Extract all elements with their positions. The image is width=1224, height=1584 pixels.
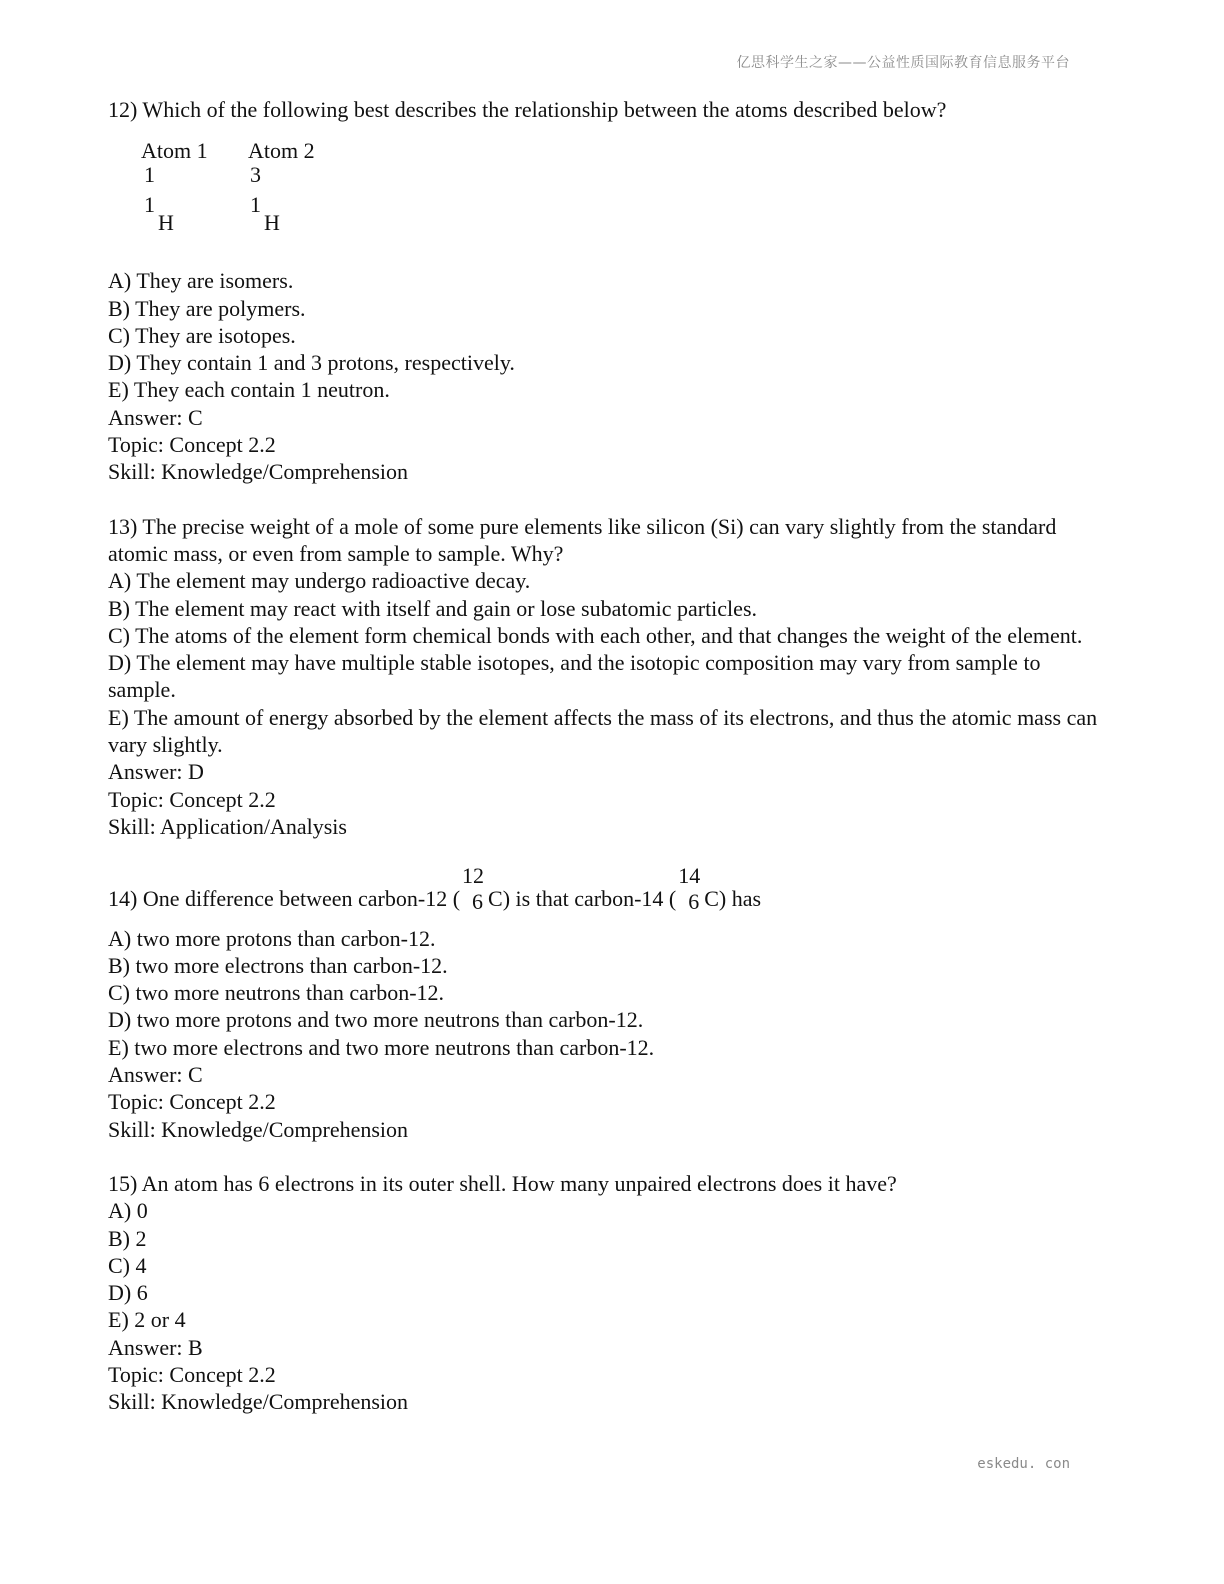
option-b: B) two more electrons than carbon-12.: [108, 952, 448, 978]
atom1-label: Atom 1: [141, 138, 208, 164]
topic: Topic: Concept 2.2: [108, 1361, 276, 1387]
topic: Topic: Concept 2.2: [108, 432, 276, 458]
option-a: A) The element may undergo radioactive decay.: [108, 568, 531, 594]
question-14: [108, 863, 1108, 1143]
question-13: [108, 513, 1108, 841]
option-d: D) 6: [108, 1280, 148, 1306]
document-body: [108, 96, 1108, 1416]
option-a: A) They are isomers.: [108, 268, 294, 294]
question-middle: ) is that carbon-14 (: [502, 886, 677, 912]
question-text: 13) The precise weight of a mole of some pure elements like silicon (Si) can vary slightly from the standard atomic mass, or even from sample to sample. Why?: [108, 513, 1057, 566]
option-c: C) two more neutrons than carbon-12.: [108, 980, 445, 1006]
answer: Answer: C: [108, 1062, 203, 1088]
carbon-14-notation: [676, 863, 704, 915]
option-e: E) two more electrons and two more neutrons than carbon-12.: [108, 1034, 655, 1060]
atom-table: [108, 137, 1108, 267]
atom2-symbol: H: [264, 210, 280, 236]
skill: Skill: Knowledge/Comprehension: [108, 459, 409, 485]
topic: Topic: Concept 2.2: [108, 786, 276, 812]
option-b: B) The element may react with itself and gain or lose subatomic particles.: [108, 595, 757, 621]
page-header: 亿思科学生之家——公益性质国际教育信息服务平台: [736, 55, 1070, 71]
option-c: C) They are isotopes.: [108, 322, 296, 348]
skill: Skill: Application/Analysis: [108, 813, 347, 839]
carbon-14-mass: 14: [678, 863, 701, 889]
skill: Skill: Knowledge/Comprehension: [108, 1389, 409, 1415]
question-15: [108, 1170, 1108, 1416]
question-text: [108, 863, 1108, 915]
options-list: [108, 925, 1108, 1061]
option-e: E) They each contain 1 neutron.: [108, 377, 390, 403]
answer: Answer: B: [108, 1334, 203, 1360]
question-text: 12) Which of the following best describes the relationship between the atoms described below?: [108, 97, 947, 122]
options-list: [108, 1197, 1108, 1333]
atom1-symbol: H: [158, 210, 174, 236]
atom2-label: Atom 2: [248, 138, 315, 164]
topic: Topic: Concept 2.2: [108, 1089, 276, 1115]
carbon-12-number: 6: [472, 889, 484, 915]
option-d: D) The element may have multiple stable isotopes, and the isotopic composition may vary from sample to sample.: [108, 650, 1041, 703]
option-b: B) They are polymers.: [108, 295, 306, 321]
options-list: [108, 567, 1108, 758]
carbon-14-number: 6: [688, 889, 700, 915]
option-c: C) 4: [108, 1252, 147, 1278]
carbon-14-symbol: C: [704, 886, 719, 912]
question-12: [108, 96, 1108, 486]
option-e: E) 2 or 4: [108, 1307, 186, 1333]
atom2-mass: 3: [250, 162, 261, 188]
carbon-12-mass: 12: [462, 863, 485, 889]
question-suffix: ) has: [718, 886, 762, 912]
option-e: E) The amount of energy absorbed by the element affects the mass of its electrons, and thus the atomic mass can vary slightly.: [108, 704, 1098, 758]
atom1-mass: 1: [144, 162, 155, 188]
answer: Answer: C: [108, 404, 203, 430]
atom2-number: 1: [250, 192, 261, 218]
carbon-12-notation: [460, 863, 488, 915]
option-b: B) 2: [108, 1225, 147, 1251]
option-a: A) 0: [108, 1198, 148, 1224]
page-footer: eskedu. con: [977, 1456, 1070, 1472]
option-c: C) The atoms of the element form chemical bonds with each other, and that changes the weight of the element.: [108, 622, 1083, 648]
skill: Skill: Knowledge/Comprehension: [108, 1116, 409, 1142]
answer: Answer: D: [108, 759, 204, 785]
option-d: D) two more protons and two more neutrons than carbon-12.: [108, 1007, 644, 1033]
question-text: 15) An atom has 6 electrons in its outer shell. How many unpaired electrons does it have?: [108, 1170, 897, 1196]
carbon-12-symbol: C: [488, 886, 503, 912]
options-list: [108, 267, 1108, 403]
option-a: A) two more protons than carbon-12.: [108, 925, 436, 951]
option-d: D) They contain 1 and 3 protons, respectively.: [108, 350, 515, 376]
atom1-number: 1: [144, 192, 155, 218]
question-prefix: 14) One difference between carbon-12 (: [108, 886, 461, 912]
